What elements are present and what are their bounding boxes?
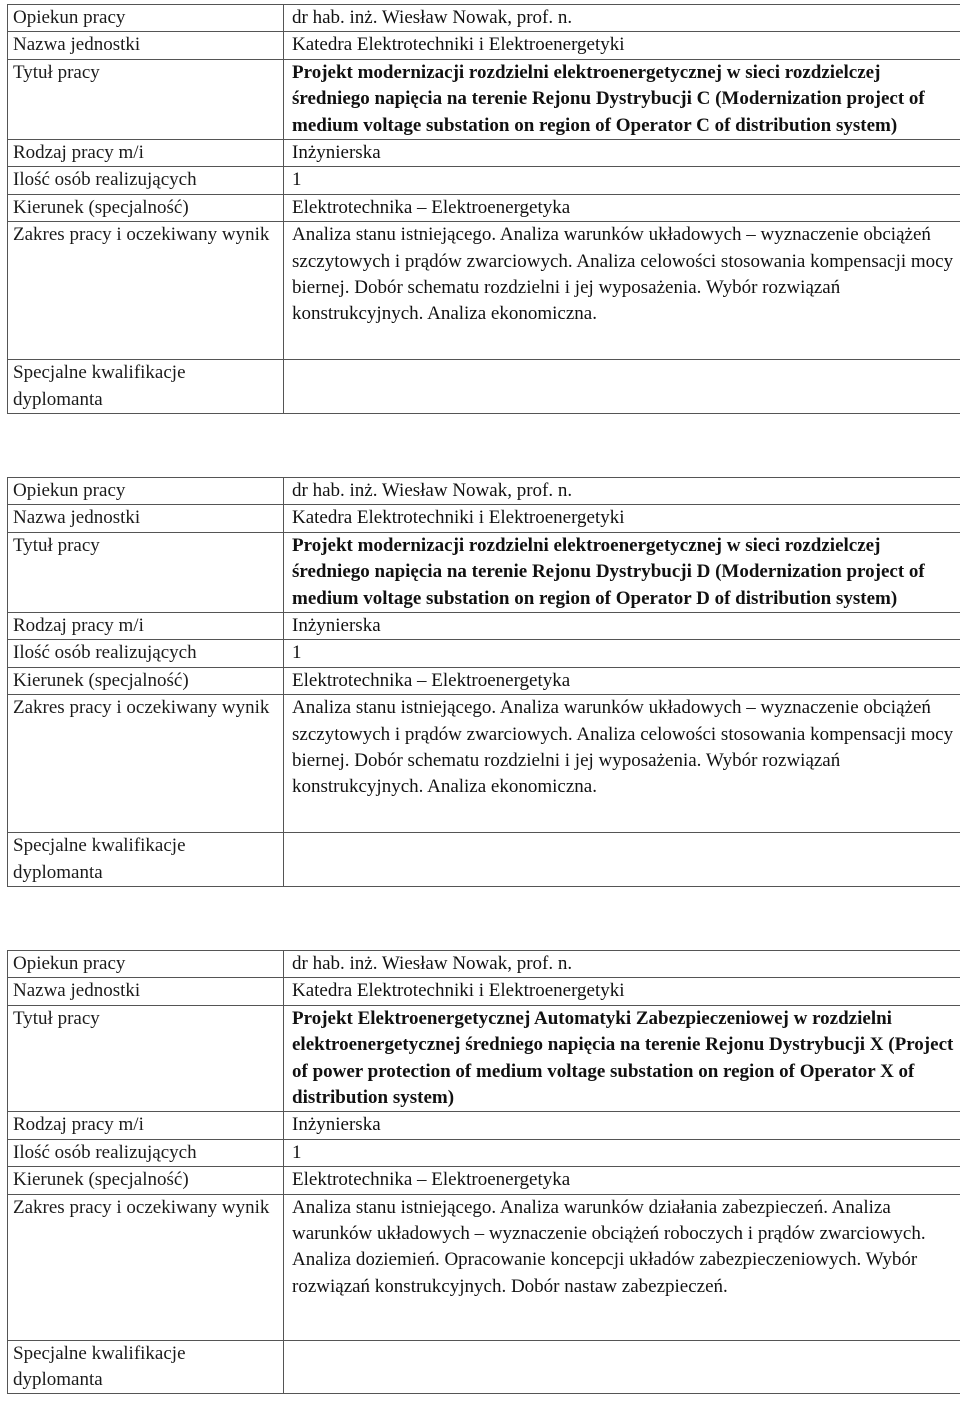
label-supervisor: Opiekun pracy bbox=[8, 5, 284, 32]
row-unit bbox=[8, 32, 960, 59]
row-direction bbox=[8, 194, 960, 221]
value-direction: Elektrotechnika – Elektroenergetyka bbox=[284, 667, 960, 694]
row-scope bbox=[8, 222, 960, 360]
value-scope: Analiza stanu istniejącego. Analiza warunków działania zabezpieczeń. Analiza warunków układowych – wyznaczenie obciążeń roboczych i prądów zwarciowych. Analiza doziemień. Opracowanie koncepcji układów zabezpieczeniowych. Wybór rozwiązań konstrukcyjnych. Dobór nastaw zabezpieczeń. bbox=[284, 1194, 960, 1340]
row-title bbox=[8, 59, 960, 139]
row-unit bbox=[8, 505, 960, 532]
row-title bbox=[8, 532, 960, 612]
thesis-table-1 bbox=[7, 4, 960, 414]
value-type: Inżynierska bbox=[284, 613, 960, 640]
row-count bbox=[8, 640, 960, 667]
thesis-table-2 bbox=[7, 477, 960, 887]
label-qualifications: Specjalne kwalifikacje dyplomanta bbox=[8, 1340, 284, 1394]
label-title: Tytuł pracy bbox=[8, 1005, 284, 1112]
value-unit: Katedra Elektrotechniki i Elektroenergetyki bbox=[284, 32, 960, 59]
row-direction bbox=[8, 667, 960, 694]
row-scope bbox=[8, 695, 960, 833]
label-direction: Kierunek (specjalność) bbox=[8, 1167, 284, 1194]
value-type: Inżynierska bbox=[284, 140, 960, 167]
label-type: Rodzaj pracy m/i bbox=[8, 140, 284, 167]
label-type: Rodzaj pracy m/i bbox=[8, 1112, 284, 1139]
value-unit: Katedra Elektrotechniki i Elektroenergetyki bbox=[284, 978, 960, 1005]
label-scope: Zakres pracy i oczekiwany wynik bbox=[8, 1194, 284, 1340]
row-supervisor bbox=[8, 951, 960, 978]
label-count: Ilość osób realizujących bbox=[8, 167, 284, 194]
value-supervisor: dr hab. inż. Wiesław Nowak, prof. n. bbox=[284, 5, 960, 32]
label-title: Tytuł pracy bbox=[8, 532, 284, 612]
value-scope: Analiza stanu istniejącego. Analiza warunków układowych – wyznaczenie obciążeń szczytowych i prądów zwarciowych. Analiza celowości stosowania kompensacji mocy biernej. Dobór schematu rozdzielni i jej wyposażenia. Wybór rozwiązań konstrukcyjnych. Analiza ekonomiczna. bbox=[284, 222, 960, 360]
value-direction: Elektrotechnika – Elektroenergetyka bbox=[284, 194, 960, 221]
value-count: 1 bbox=[284, 640, 960, 667]
value-type: Inżynierska bbox=[284, 1112, 960, 1139]
row-type bbox=[8, 613, 960, 640]
label-type: Rodzaj pracy m/i bbox=[8, 613, 284, 640]
row-type bbox=[8, 140, 960, 167]
label-qualifications: Specjalne kwalifikacje dyplomanta bbox=[8, 833, 284, 887]
row-qualifications bbox=[8, 1340, 960, 1394]
value-scope: Analiza stanu istniejącego. Analiza warunków układowych – wyznaczenie obciążeń szczytowych i prądów zwarciowych. Analiza celowości stosowania kompensacji mocy biernej. Dobór schematu rozdzielni i jej wyposażenia. Wybór rozwiązań konstrukcyjnych. Analiza ekonomiczna. bbox=[284, 695, 960, 833]
label-scope: Zakres pracy i oczekiwany wynik bbox=[8, 695, 284, 833]
thesis-table-3 bbox=[7, 950, 960, 1394]
row-supervisor bbox=[8, 478, 960, 505]
value-direction: Elektrotechnika – Elektroenergetyka bbox=[284, 1167, 960, 1194]
value-unit: Katedra Elektrotechniki i Elektroenergetyki bbox=[284, 505, 960, 532]
label-supervisor: Opiekun pracy bbox=[8, 478, 284, 505]
value-qualifications bbox=[284, 833, 960, 887]
value-title: Projekt Elektroenergetycznej Automatyki Zabezpieczeniowej w rozdzielni elektroenergetycznej średniego napięcia na terenie Rejonu Dystrybucji X (Project of power protection of medium voltage substation on region of Operator X of distribution system) bbox=[284, 1005, 960, 1112]
value-qualifications bbox=[284, 1340, 960, 1394]
value-title: Projekt modernizacji rozdzielni elektroenergetycznej w sieci rozdzielczej średniego napięcia na terenie Rejonu Dystrybucji C (Modernization project of medium voltage substation on region of Operator C of distribution system) bbox=[284, 59, 960, 139]
row-direction bbox=[8, 1167, 960, 1194]
row-type bbox=[8, 1112, 960, 1139]
row-qualifications bbox=[8, 360, 960, 414]
label-count: Ilość osób realizujących bbox=[8, 640, 284, 667]
label-unit: Nazwa jednostki bbox=[8, 32, 284, 59]
row-title bbox=[8, 1005, 960, 1112]
value-title: Projekt modernizacji rozdzielni elektroenergetycznej w sieci rozdzielczej średniego napięcia na terenie Rejonu Dystrybucji D (Modernization project of medium voltage substation on region of Operator D of distribution system) bbox=[284, 532, 960, 612]
label-direction: Kierunek (specjalność) bbox=[8, 667, 284, 694]
label-scope: Zakres pracy i oczekiwany wynik bbox=[8, 222, 284, 360]
label-direction: Kierunek (specjalność) bbox=[8, 194, 284, 221]
value-count: 1 bbox=[284, 167, 960, 194]
value-supervisor: dr hab. inż. Wiesław Nowak, prof. n. bbox=[284, 951, 960, 978]
row-unit bbox=[8, 978, 960, 1005]
row-qualifications bbox=[8, 833, 960, 887]
label-qualifications: Specjalne kwalifikacje dyplomanta bbox=[8, 360, 284, 414]
label-unit: Nazwa jednostki bbox=[8, 505, 284, 532]
value-qualifications bbox=[284, 360, 960, 414]
value-supervisor: dr hab. inż. Wiesław Nowak, prof. n. bbox=[284, 478, 960, 505]
label-unit: Nazwa jednostki bbox=[8, 978, 284, 1005]
label-title: Tytuł pracy bbox=[8, 59, 284, 139]
label-supervisor: Opiekun pracy bbox=[8, 951, 284, 978]
row-supervisor bbox=[8, 5, 960, 32]
row-count bbox=[8, 167, 960, 194]
row-scope bbox=[8, 1194, 960, 1340]
label-count: Ilość osób realizujących bbox=[8, 1139, 284, 1166]
value-count: 1 bbox=[284, 1139, 960, 1166]
row-count bbox=[8, 1139, 960, 1166]
